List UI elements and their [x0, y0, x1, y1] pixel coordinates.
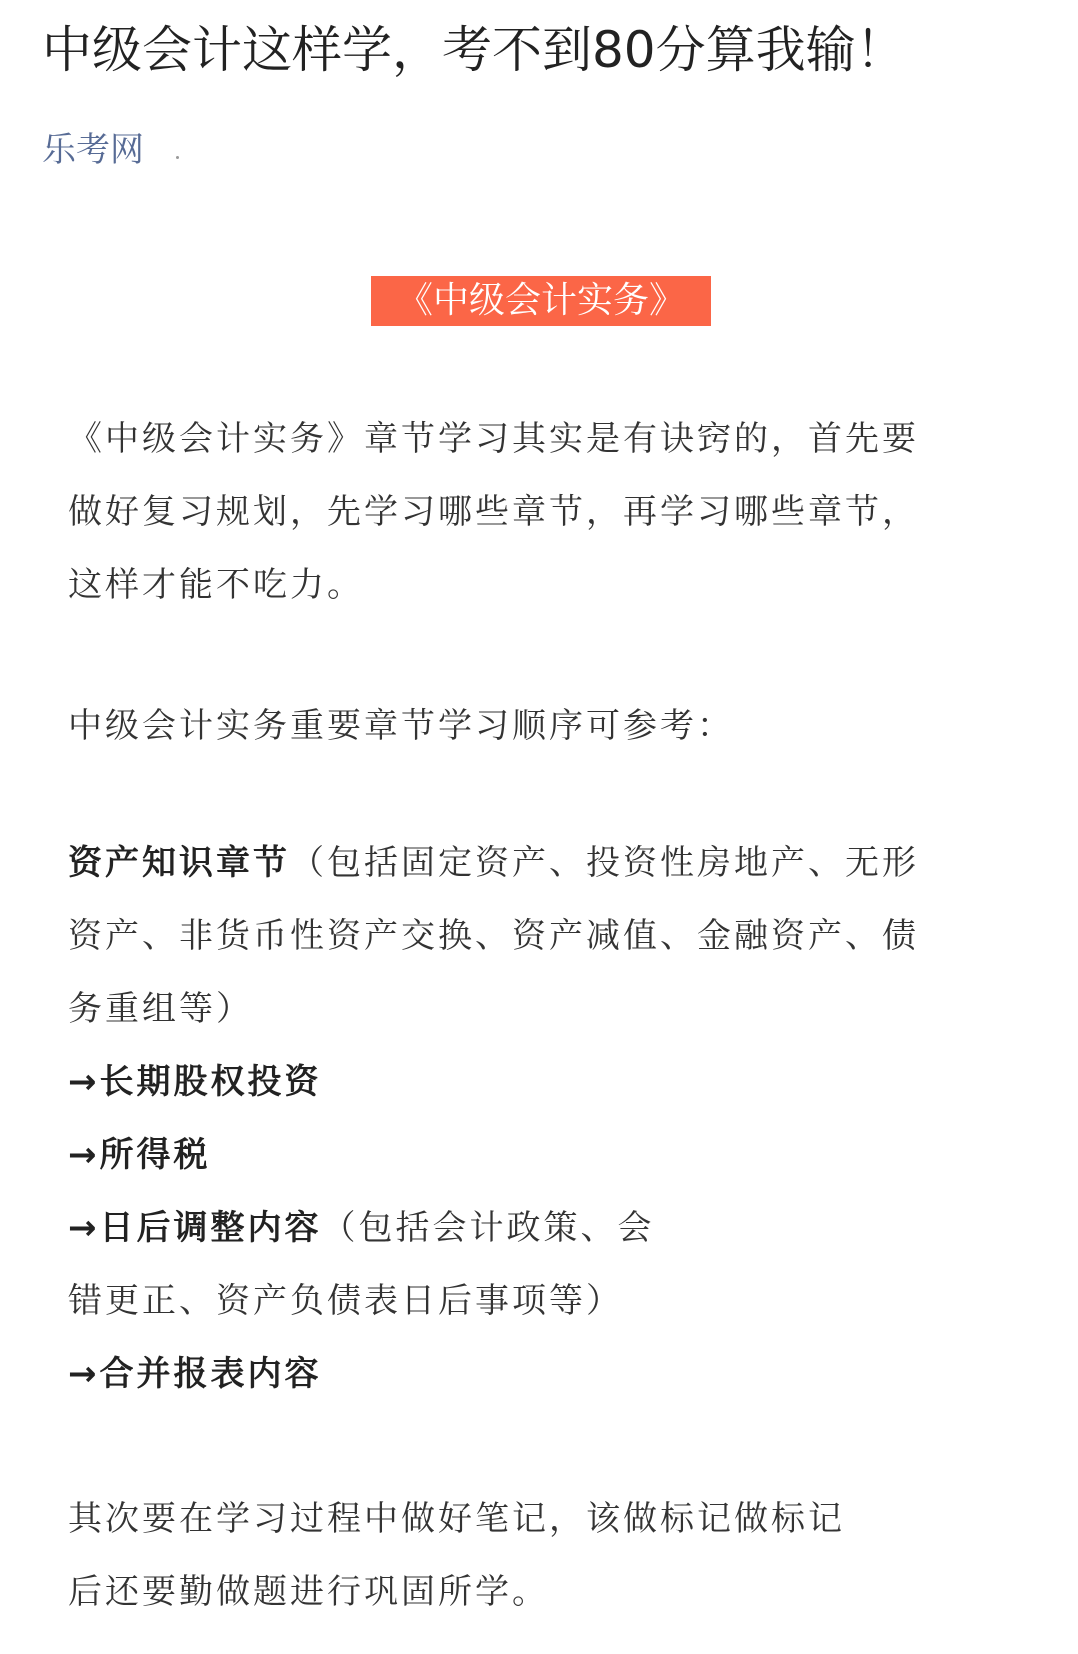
study-step-income-tax: →所得税 — [68, 1135, 211, 1175]
intro-paragraph — [68, 403, 1018, 622]
book-title-tag: 《中级会计实务》 — [371, 276, 711, 326]
step-detail: （包括会计政策、会 — [321, 1208, 655, 1248]
study-step-consolidated-statements: →合并报表内容 — [68, 1354, 322, 1394]
study-step-long-term-equity: →长期股权投资 — [68, 1062, 322, 1102]
step-detail: 务重组等） — [68, 989, 253, 1029]
article-title: 中级会计这样学，考不到80分算我输！ — [42, 21, 906, 79]
article-meta — [42, 128, 179, 172]
author-link[interactable]: 乐考网 — [42, 130, 144, 170]
study-step-assets — [68, 827, 1018, 900]
step-detail: 错更正、资产负债表日后事项等） — [68, 1281, 623, 1321]
intro-line: 做好复习规划，先学习哪些章节，再学习哪些章节， — [68, 492, 919, 532]
step-detail: （包括固定资产、投资性房地产、无形 — [290, 843, 919, 883]
meta-separator-dot — [176, 156, 179, 159]
step-title: 资产知识章节 — [68, 843, 290, 883]
notes-line: 其次要在学习过程中做好笔记，该做标记做标记 — [68, 1499, 845, 1539]
study-step-subsequent-adjustments — [68, 1192, 1018, 1265]
intro-line: 《中级会计实务》章节学习其实是有诀窍的，首先要 — [68, 419, 919, 459]
step-title: →日后调整内容 — [68, 1208, 322, 1248]
notes-paragraph — [68, 1483, 1018, 1629]
notes-line: 后还要勤做题进行巩固所学。 — [68, 1572, 549, 1612]
step-detail: 资产、非货币性资产交换、资产减值、金融资产、债 — [68, 916, 919, 956]
order-heading: 中级会计实务重要章节学习顺序可参考： — [68, 706, 734, 746]
study-order-list — [68, 827, 1018, 1411]
intro-line: 这样才能不吃力。 — [68, 565, 364, 605]
